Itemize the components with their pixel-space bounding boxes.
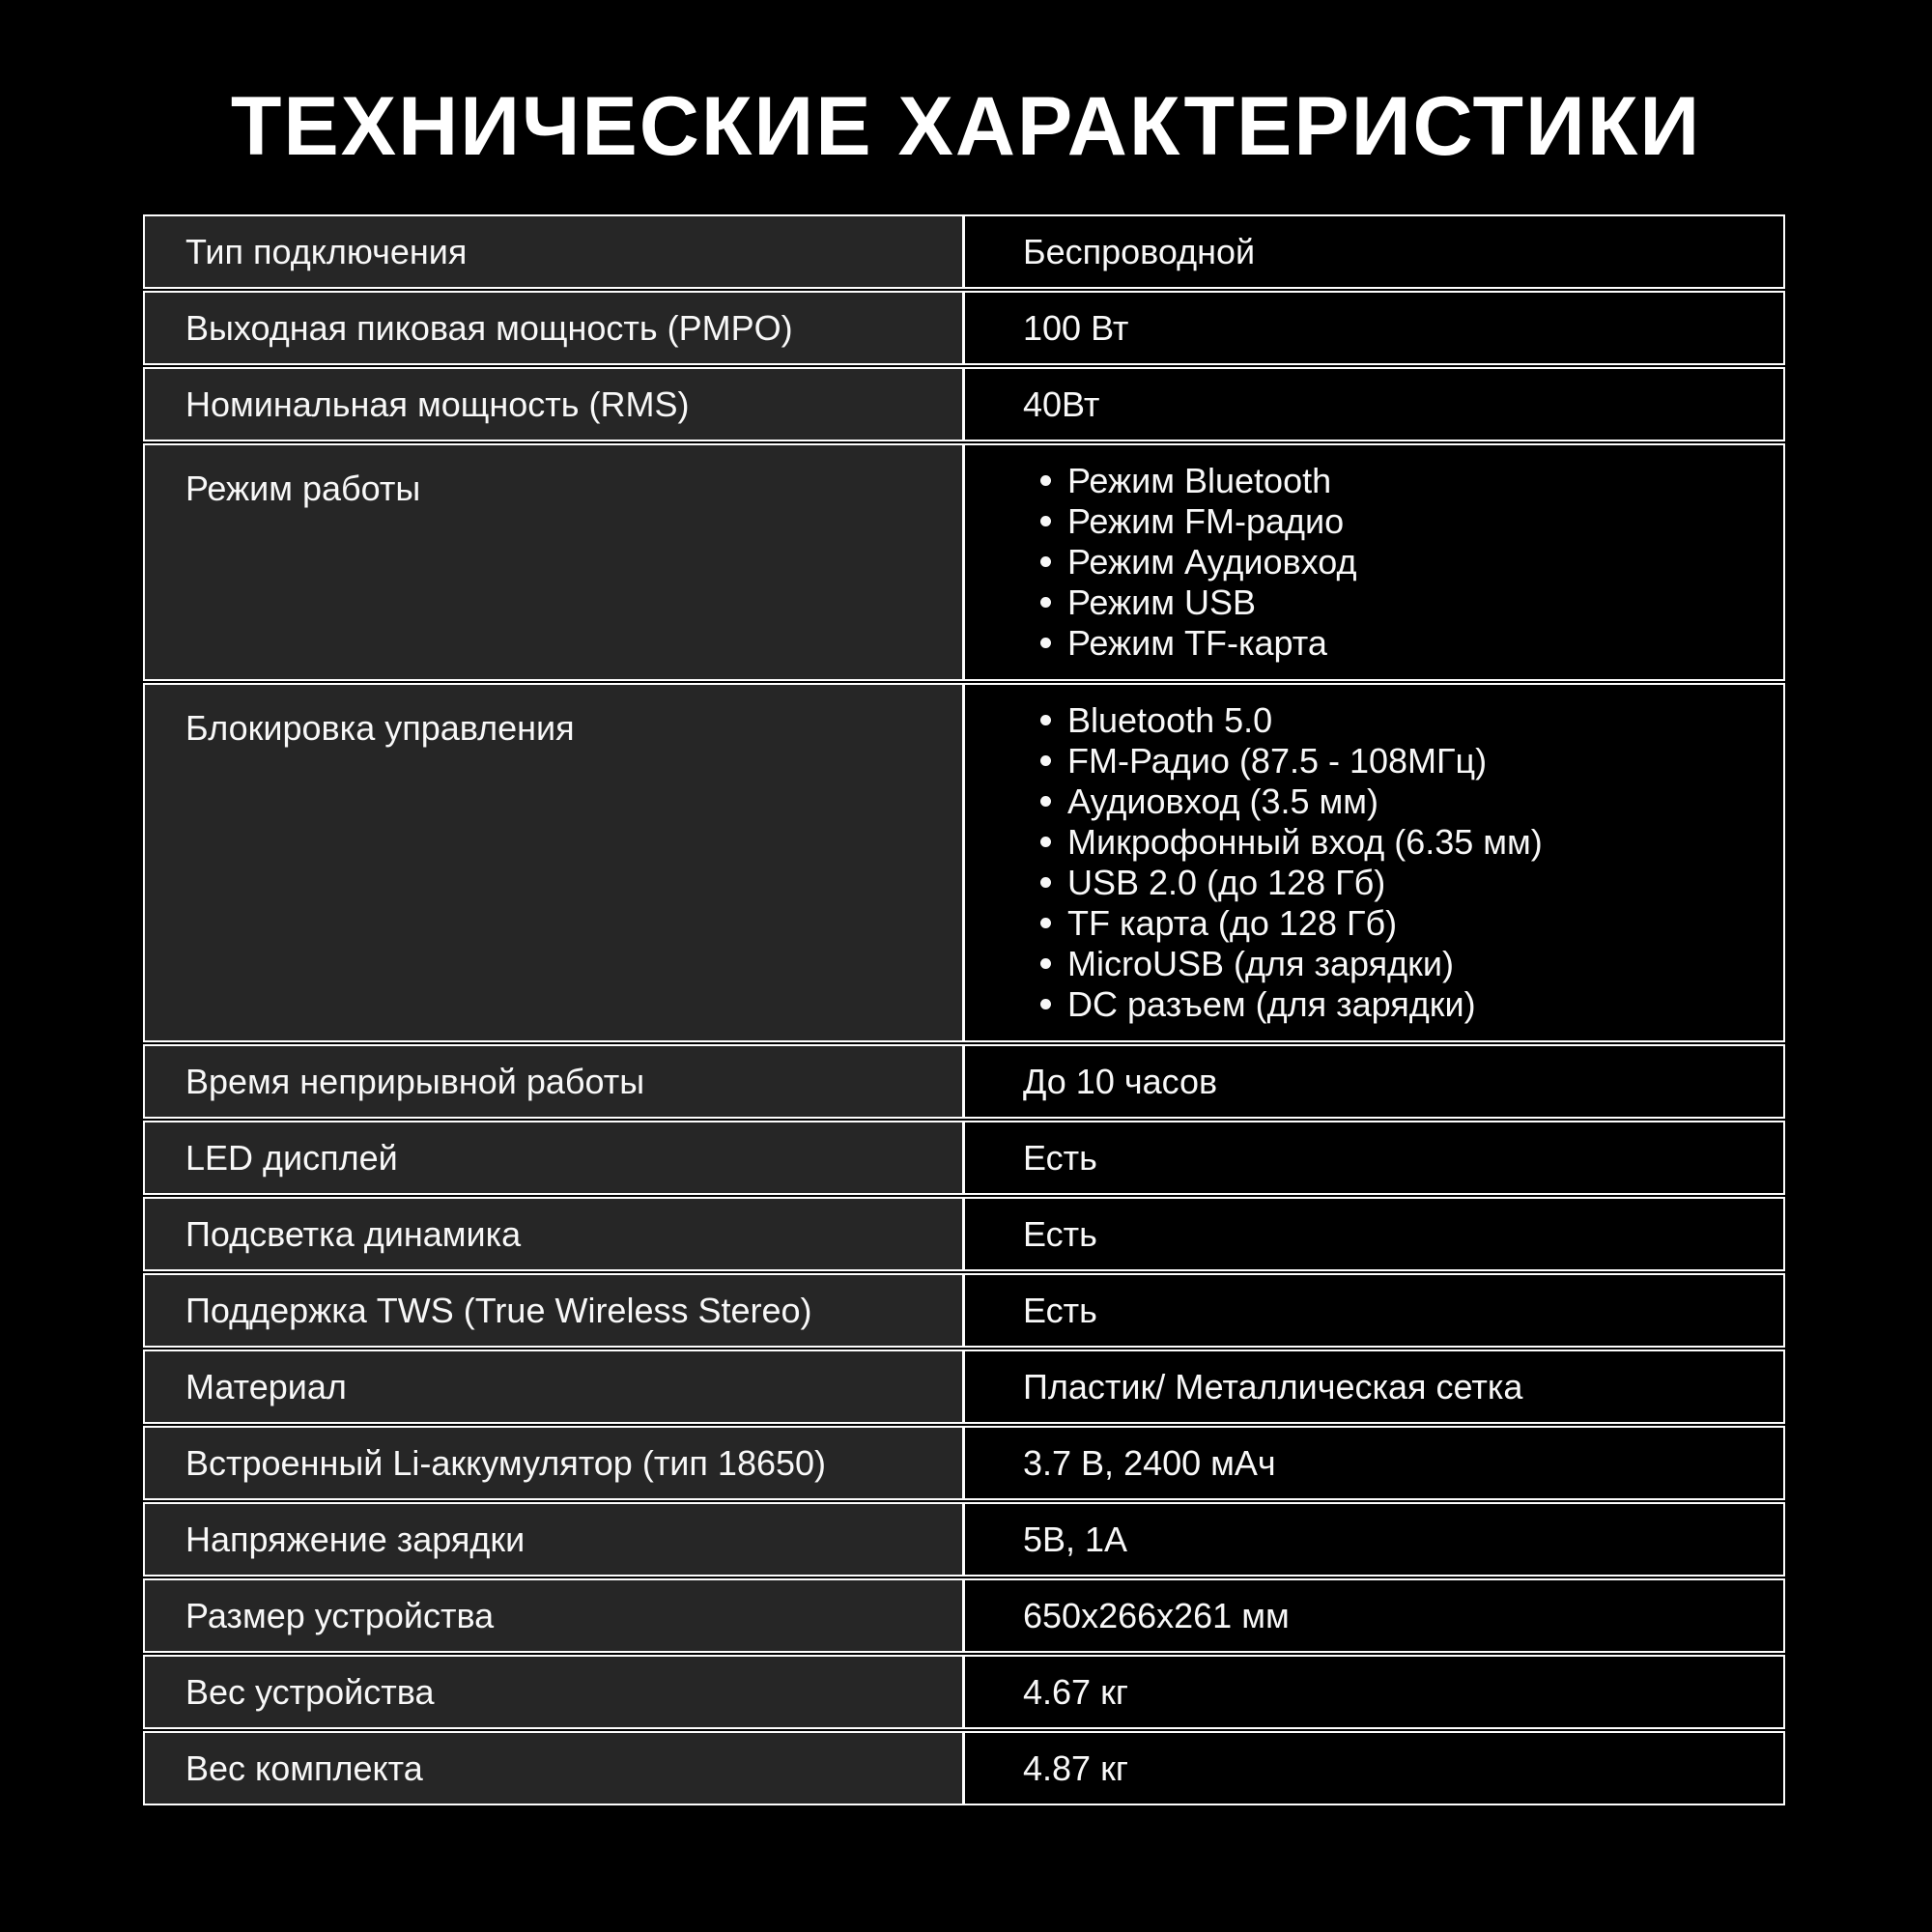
- spec-value-cell: [962, 1504, 1783, 1575]
- bullet-item: Bluetooth 5.0: [1040, 700, 1543, 741]
- spec-value: 4.87 кг: [1023, 1747, 1128, 1788]
- bullet-item: TF карта (до 128 Гб): [1040, 903, 1543, 944]
- page-title: ТЕХНИЧЕСКИЕ ХАРАКТЕРИСТИКИ: [230, 80, 1702, 173]
- spec-label-cell: [145, 1046, 962, 1117]
- spec-value-cell: [962, 1275, 1783, 1346]
- spec-label: Поддержка TWS (True Wireless Stereo): [185, 1290, 812, 1330]
- spec-label: Выходная пиковая мощность (PMPO): [185, 307, 793, 348]
- spec-value: До 10 часов: [1023, 1061, 1218, 1101]
- table-row: [143, 1121, 1785, 1195]
- spec-label: Материал: [185, 1366, 347, 1406]
- spec-label-cell: [145, 1428, 962, 1498]
- spec-label: Напряжение зарядки: [185, 1519, 526, 1559]
- table-row: [143, 1044, 1785, 1119]
- spec-value-cell: [962, 1657, 1783, 1727]
- table-row: [143, 1731, 1785, 1805]
- spec-label-cell: [145, 1504, 962, 1575]
- spec-label-cell: [145, 1275, 962, 1346]
- spec-label-cell: [145, 1733, 962, 1804]
- spec-label-cell: [145, 216, 962, 287]
- table-row: [143, 683, 1785, 1042]
- bullet-item: Режим USB: [1040, 582, 1357, 623]
- spec-value-cell: [962, 1428, 1783, 1498]
- spec-label: Блокировка управления: [185, 708, 575, 748]
- spec-label: Тип подключения: [185, 231, 468, 271]
- spec-label-cell: [145, 1657, 962, 1727]
- table-row: [143, 1350, 1785, 1424]
- table-row: [143, 291, 1785, 365]
- spec-value: Есть: [1023, 1137, 1097, 1178]
- bullet-item: Режим TF-карта: [1040, 623, 1357, 664]
- spec-label: Режим работы: [185, 469, 421, 508]
- spec-label: Подсветка динамика: [185, 1213, 522, 1254]
- spec-label: Вес комплекта: [185, 1747, 423, 1788]
- spec-value-cell: [962, 1046, 1783, 1117]
- spec-label: Время неприрывной работы: [185, 1061, 645, 1101]
- spec-value: 3.7 В, 2400 мАч: [1023, 1442, 1276, 1483]
- spec-label-cell: [145, 1122, 962, 1193]
- spec-value: Пластик/ Металлическая сетка: [1023, 1366, 1523, 1406]
- table-row: [143, 1426, 1785, 1500]
- spec-label: LED дисплей: [185, 1137, 398, 1178]
- spec-value: 4.67 кг: [1023, 1671, 1128, 1712]
- spec-value: Есть: [1023, 1290, 1097, 1330]
- bullet-item: DC разъем (для зарядки): [1040, 984, 1543, 1025]
- spec-value: 100 Вт: [1023, 307, 1129, 348]
- spec-value: 5В, 1А: [1023, 1519, 1128, 1559]
- spec-value-cell: [962, 1351, 1783, 1422]
- table-row: [143, 1197, 1785, 1271]
- bullet-item: USB 2.0 (до 128 Гб): [1040, 863, 1543, 903]
- spec-value-cell: [962, 293, 1783, 363]
- spec-label-cell: [145, 369, 962, 440]
- bullet-item: Режим Аудиовход: [1040, 542, 1357, 582]
- bullet-item: Микрофонный вход (6.35 мм): [1040, 822, 1543, 863]
- spec-value-bullet-list: [965, 445, 1367, 679]
- spec-value-cell: [962, 1580, 1783, 1651]
- spec-value-cell: [962, 1733, 1783, 1804]
- spec-label: Встроенный Li-аккумулятор (тип 18650): [185, 1442, 827, 1483]
- spec-label: Размер устройства: [185, 1595, 495, 1635]
- table-row: [143, 1655, 1785, 1729]
- spec-label-cell: [145, 685, 962, 1040]
- table-row: [143, 1273, 1785, 1348]
- table-row: [143, 1502, 1785, 1577]
- bullet-item: Режим Bluetooth: [1040, 461, 1357, 501]
- spec-value-cell: [962, 685, 1783, 1040]
- table-row: [143, 367, 1785, 441]
- spec-value-cell: [962, 369, 1783, 440]
- spec-value: Беспроводной: [1023, 231, 1256, 271]
- spec-value: 40Вт: [1023, 384, 1100, 424]
- bullet-item: MicroUSB (для зарядки): [1040, 944, 1543, 984]
- spec-value-bullet-list: [965, 685, 1552, 1040]
- table-row: [143, 214, 1785, 289]
- bullet-item: Аудиовход (3.5 мм): [1040, 781, 1543, 822]
- spec-value-cell: [962, 216, 1783, 287]
- spec-table: [143, 214, 1785, 1805]
- bullet-item: FM-Радио (87.5 - 108МГц): [1040, 741, 1543, 781]
- spec-label-cell: [145, 1199, 962, 1269]
- spec-label-cell: [145, 445, 962, 679]
- spec-value: Есть: [1023, 1213, 1097, 1254]
- bullet-item: Режим FM-радио: [1040, 501, 1357, 542]
- table-row: [143, 1578, 1785, 1653]
- spec-value: 650x266x261 мм: [1023, 1595, 1290, 1635]
- spec-label-cell: [145, 293, 962, 363]
- spec-label: Вес устройства: [185, 1671, 435, 1712]
- spec-value-cell: [962, 1199, 1783, 1269]
- spec-label-cell: [145, 1351, 962, 1422]
- spec-value-cell: [962, 445, 1783, 679]
- spec-label: Номинальная мощность (RMS): [185, 384, 690, 424]
- spec-label-cell: [145, 1580, 962, 1651]
- table-row: [143, 443, 1785, 681]
- spec-value-cell: [962, 1122, 1783, 1193]
